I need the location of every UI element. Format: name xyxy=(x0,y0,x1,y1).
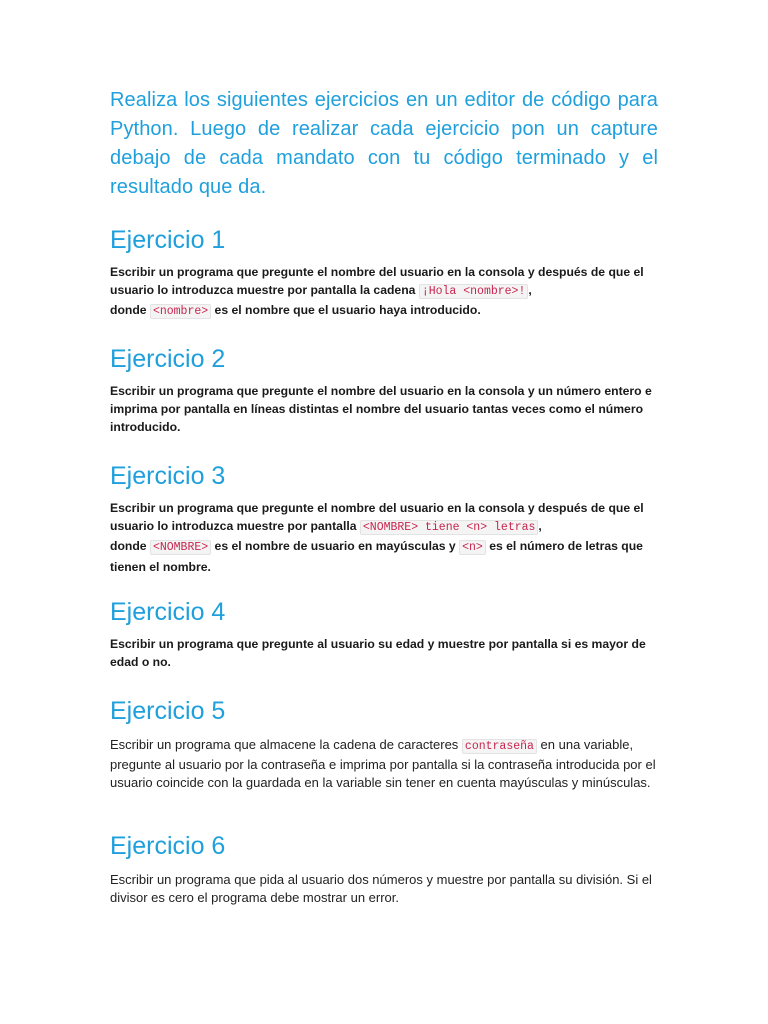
exercise-5-text xyxy=(110,736,660,793)
code-contrasena: contraseña xyxy=(462,739,537,754)
exercise-3-text xyxy=(110,499,660,576)
exercise-4-title: Ejercicio 4 xyxy=(110,598,226,626)
exercise-5 xyxy=(110,696,660,793)
code-hola-nombre: ¡Hola <nombre>! xyxy=(419,284,529,299)
exercise-1 xyxy=(110,225,660,322)
exercise-1-title: Ejercicio 1 xyxy=(110,226,226,254)
exercise-3-text-part: , xyxy=(538,519,542,534)
code-nombre-tiene-letras: <NOMBRE> tiene <n> letras xyxy=(360,520,539,535)
code-nombre: <nombre> xyxy=(150,304,211,319)
intro-paragraph: Realiza los siguientes ejercicios en un editor de código para Python. Luego de realizar cada ejercicio pon un capture debajo de cada mandato con tu código terminado y el resultado que da. xyxy=(110,89,658,198)
exercise-1-text-part: donde xyxy=(110,303,150,318)
exercise-5-text-part: Escribir un programa que almacene la cadena de caracteres xyxy=(110,737,462,752)
exercise-4 xyxy=(110,597,660,671)
code-nombre-upper: <NOMBRE> xyxy=(150,540,211,555)
exercise-3 xyxy=(110,461,660,576)
exercise-3-text-part: Escribir un programa que pregunte el nombre del usuario en la consola y después de que el usuario lo introduzca muestre por pantalla xyxy=(110,501,644,534)
exercise-1-text-part: es el nombre que el usuario haya introducido. xyxy=(211,303,481,318)
exercise-2-text: Escribir un programa que pregunte el nombre del usuario en la consola y un número entero e imprima por pantalla en líneas distintas el nombre del usuario tantas veces como el número introducido. xyxy=(110,384,652,435)
exercise-3-text-part: donde xyxy=(110,539,150,554)
code-n: <n> xyxy=(459,540,486,555)
exercise-5-title: Ejercicio 5 xyxy=(110,697,226,725)
exercise-1-text-part: Escribir un programa que pregunte el nombre del usuario en la consola y después de que el usuario lo introduzca muestre por pantalla la cadena xyxy=(110,265,644,298)
exercise-5-text-part: en una variable, pregunte al usuario por la contraseña e imprima por pantalla si la contraseña introducida por el usuario coincide con la guardada en la variable sin tener en cuenta mayúsculas y minúsculas. xyxy=(110,737,656,791)
exercise-2-title: Ejercicio 2 xyxy=(110,345,226,373)
exercise-3-text-part: es el nombre de usuario en mayúsculas y xyxy=(211,539,460,554)
exercise-1-text-part: , xyxy=(528,283,532,298)
exercise-1-text xyxy=(110,263,660,322)
exercise-6-text: Escribir un programa que pida al usuario dos números y muestre por pantalla su división. Si el divisor es cero el programa debe mostrar un error. xyxy=(110,872,652,906)
exercise-3-text-part: es el número de letras que tienen el nombre. xyxy=(110,539,643,574)
exercise-4-text: Escribir un programa que pregunte al usuario su edad y muestre por pantalla si es mayor de edad o no. xyxy=(110,637,646,670)
exercise-2 xyxy=(110,344,660,437)
exercise-6-title: Ejercicio 6 xyxy=(110,832,226,860)
exercise-3-title: Ejercicio 3 xyxy=(110,462,226,490)
exercise-6 xyxy=(110,831,660,907)
